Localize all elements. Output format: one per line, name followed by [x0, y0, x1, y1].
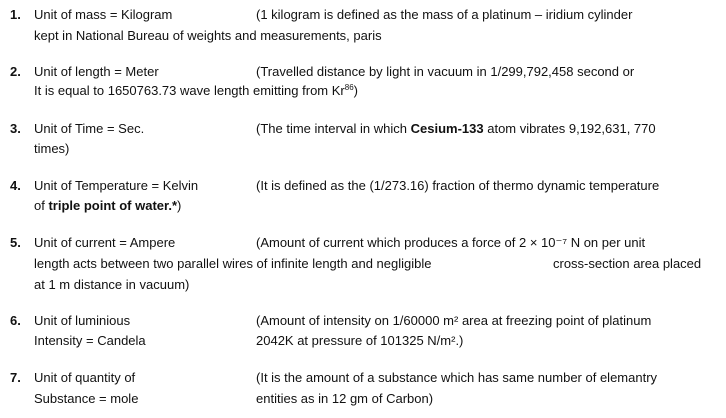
unit-description-cont: times) — [34, 141, 70, 156]
unit-label: Unit of length = Meter — [34, 64, 159, 79]
unit-description: (Travelled distance by light in vacuum in 1/299,792,458 second or — [256, 64, 635, 79]
unit-description-cont-right: cross-section area placed — [553, 256, 702, 271]
unit-description: (Amount of intensity on 1/60000 m² area at freezing point of platinum — [256, 313, 652, 328]
item-number: 5. — [10, 235, 21, 250]
desc-text: of — [34, 198, 49, 213]
unit-description-cont — [34, 198, 181, 213]
bold-term: Cesium-133 — [410, 121, 484, 136]
unit-description-cont — [34, 83, 358, 98]
item-number: 1. — [10, 7, 21, 22]
superscript: 86 — [344, 83, 354, 92]
unit-label: Unit of current = Ampere — [34, 235, 176, 250]
unit-description-cont: kept in National Bureau of weights and measurements, paris — [34, 28, 382, 43]
unit-description: (It is the amount of a substance which has same number of elemantry — [256, 370, 658, 385]
item-number: 4. — [10, 178, 21, 193]
unit-description-cont2: at 1 m distance in vacuum) — [34, 277, 190, 292]
desc-text-end: atom vibrates 9,192,631, 770 — [483, 121, 656, 136]
unit-label-cont: Substance = mole — [34, 391, 139, 406]
item-number: 7. — [10, 370, 21, 385]
unit-label: Unit of quantity of — [34, 370, 136, 385]
item-number: 3. — [10, 121, 21, 136]
unit-label: Unit of Time = Sec. — [34, 121, 145, 136]
unit-label: Unit of Temperature = Kelvin — [34, 178, 199, 193]
unit-description: (1 kilogram is defined as the mass of a platinum – iridium cylinder — [256, 7, 633, 22]
desc-text: It is equal to 1650763.73 wave length emitting from Kr — [34, 83, 345, 98]
unit-label: Unit of luminious — [34, 313, 131, 328]
unit-description-cont: length acts between two parallel wires of infinite length and negligible — [34, 256, 432, 271]
unit-description: (It is defined as the (1/273.16) fraction of thermo dynamic temperature — [256, 178, 660, 193]
desc-end: ) — [353, 83, 358, 98]
item-number: 2. — [10, 64, 21, 79]
item-number: 6. — [10, 313, 21, 328]
desc-end: ) — [177, 198, 182, 213]
unit-description-cont: 2042K at pressure of 101325 N/m².) — [256, 333, 464, 348]
unit-label-cont: Intensity = Candela — [34, 333, 146, 348]
unit-description-cont: entities as in 12 gm of Carbon) — [256, 391, 434, 406]
desc-text: (The time interval in which — [256, 121, 411, 136]
unit-label: Unit of mass = Kilogram — [34, 7, 173, 22]
unit-description: (Amount of current which produces a force of 2 × 10⁻⁷ N on per unit — [256, 235, 646, 250]
unit-description — [256, 121, 656, 136]
bold-term: triple point of water.* — [48, 198, 178, 213]
